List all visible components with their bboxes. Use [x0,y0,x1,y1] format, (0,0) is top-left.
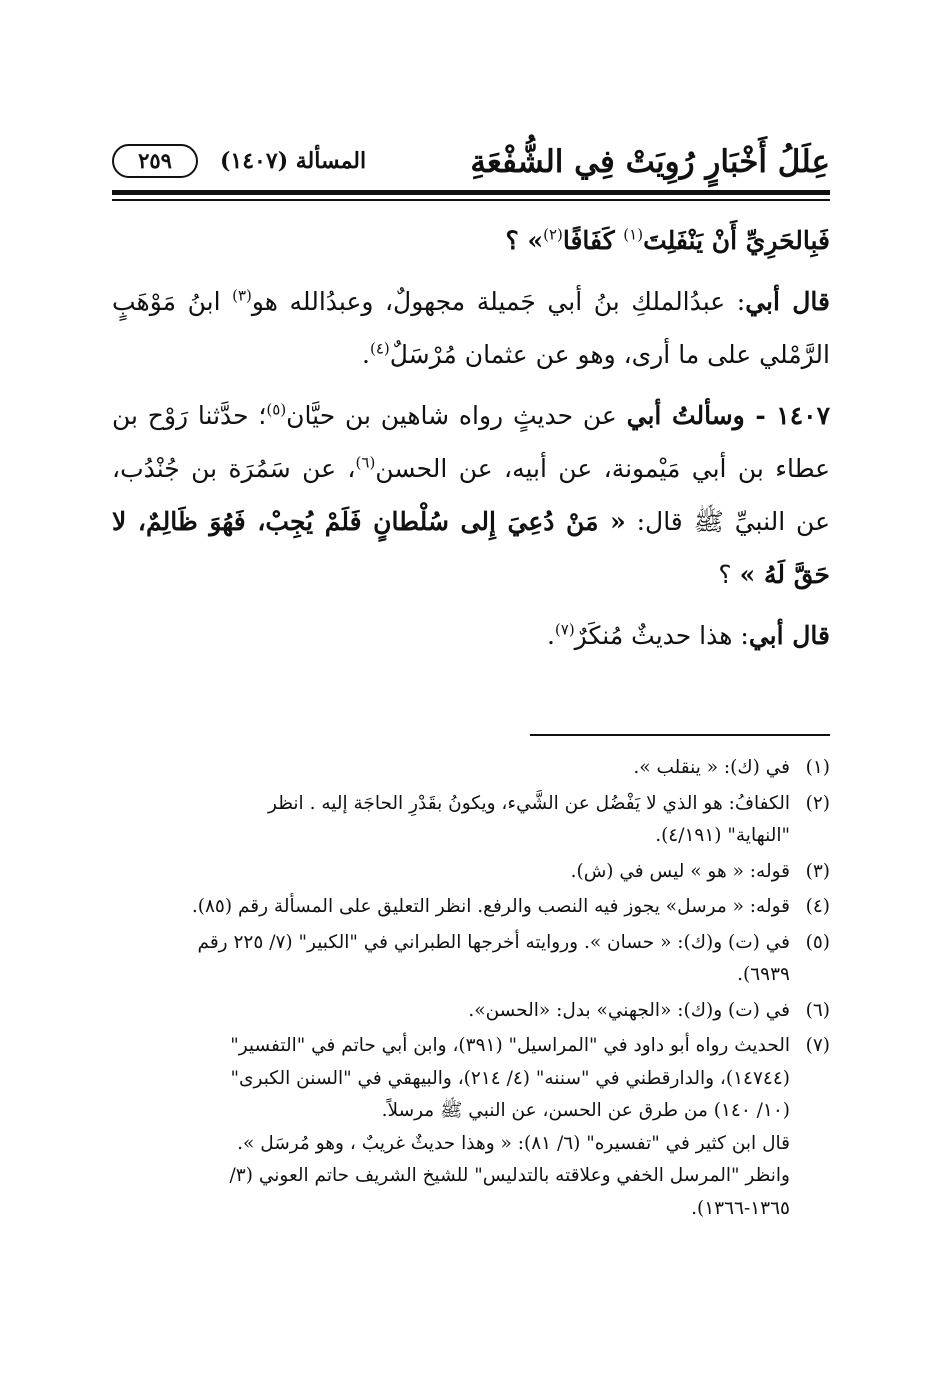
footnote-line: ٦٩٣٩). [737,964,790,985]
footnote [112,891,830,924]
p3-text-c: ، عن سَمُرَة بن جُنْدُب، عن النبيِّ ﷺ قال: [112,454,830,536]
footnote-text [112,995,790,1028]
footnote-ref-7: (٧) [554,620,575,639]
footnote-line: الحديث رواه أبو داود في "المراسيل" (٣٩١)، وابن أبي حاتم في "التفسير" [230,1035,790,1056]
p3-text-d: ؟ [718,560,740,589]
footnote [112,788,830,853]
footnote-ref-5: (٥) [266,400,287,419]
page-header [112,140,830,192]
footnote-number: (٦) [805,999,830,1021]
footnote-line: في (ك): « ينقلب ». [633,757,790,778]
main-text [112,214,830,670]
footnote-line: قوله: « مرسل» يجوز فيه النصب والرفع. انظر التعليق على المسألة رقم (٨٥). [191,896,790,917]
footnote-line: قوله: « هو » ليس في (ش). [570,860,790,882]
footnote-line: في (ت) و(ك): «الجهني» بدل: «الحسن». [468,999,790,1021]
hadith-end-3: » ؟ [505,226,544,255]
footnote-line: (١٠/ ١٤٠) من طرق عن الحسن، عن النبي ﷺ مرسلاً. [381,1100,790,1121]
p3-text-a: عن حديثٍ رواه شاهين بن حيَّان [286,401,627,430]
footnote-line: في (ت) و(ك): « حسان ». وروايته أخرجها الطبراني في "الكبير" (٧/ ٢٢٥ رقم [197,931,790,953]
p4-text-b: . [546,621,555,650]
footnote-line: "النهاية" (٤/١٩١). [655,825,790,846]
footnote-line: (١٤٧٤٤)، والدارقطني في "سننه" (٤/ ٢١٤)، والبيهقي في "السنن الكبرى" [230,1067,790,1089]
footnote-ref-1: (١) [623,225,644,244]
paragraph-1 [112,214,830,267]
footnote [112,995,830,1028]
footnote-ref-2: (٢) [543,225,563,244]
footnote-text [112,891,790,924]
p2-text-b: ابنُ مَوْهَبٍ الرَّمْلي على ما أرى، وهو عن عثمان مُرْسَلٌ [112,287,830,369]
footnote-text [112,1030,790,1225]
paragraph-2 [112,275,830,381]
footnote-number: (٢) [805,792,830,814]
hadith-end: فَبِالحَرِيِّ أَنْ يَنْفَلِتَ [643,226,830,255]
footnote-ref-6: (٦) [355,453,376,472]
header-rule-thin [112,199,830,201]
hadith-end-2: كَفَافًا [562,226,624,255]
footnote [112,927,830,992]
footnote-number: (٣) [805,860,830,882]
paragraph-4 [112,609,830,662]
speaker-label-2: قال أبي [748,621,830,650]
footnote-text [112,927,790,992]
p2-text-c: . [362,340,370,369]
footnote-rule [530,734,830,736]
footnote-line: قال ابن كثير في "تفسيره" (٦/ ٨١): « وهذا حديثٌ غريبٌ ، وهو مُرسَل ». [237,1132,790,1154]
issue-label: المسألة (١٤٠٧) [220,148,367,174]
footnotes [112,752,830,1228]
issue-lead: ١٤٠٧ - وسألتُ أبي [626,401,831,430]
footnote-number: (٥) [805,931,830,953]
footnote-text [112,788,790,853]
header-rule-thick [112,190,830,195]
paragraph-3 [112,389,830,601]
footnote-line: الكفافُ: هو الذي لا يَفْضُل عن الشَّيء، ويكونُ بقَدْرِ الحاجَة إليه . انظر [268,792,790,814]
footnote-number: (٧) [805,1035,830,1056]
footnote-number: (٤) [805,896,830,917]
page-number-badge: ٢٥٩ [112,144,198,178]
footnote-number: (١) [805,757,830,778]
footnote-ref-3: (٣) [232,286,252,305]
footnote [112,1030,830,1225]
footnote-text [112,856,790,889]
speaker-label: قال أبي [745,287,830,316]
footnote [112,856,830,889]
book-title: عِلَلُ أَخْبَارٍ رُوِيَتْ فِي الشُّفْعَةِ [470,144,830,180]
p2-text-a: : عبدُالملكِ بنُ أبي جَميلة مجهولٌ، وعبدُالله هو [251,287,746,316]
p4-text-a: : هذا حديثٌ مُنكَرٌ [574,621,749,650]
footnote-line: وانظر "المرسل الخفي وعلاقته بالتدليس" للشيخ الشريف حاتم العوني (٣/ [229,1165,790,1186]
p3-text-b: ؛ حدَّثنا رَوْح بن عطاء بن أبي مَيْمونة، عن أبيه، عن الحسن [112,401,830,483]
footnote-ref-4: (٤) [369,339,390,358]
footnote-line: ١٣٦٥-١٣٦٦). [691,1197,790,1219]
footnote [112,752,830,785]
footnote-text [112,752,790,785]
hadith-text: « مَنْ دُعِيَ إِلى سُلْطانٍ فَلَمْ يُجِبْ، فَهُوَ ظَالِمٌ، لا حَقَّ لَهُ » [112,507,830,589]
